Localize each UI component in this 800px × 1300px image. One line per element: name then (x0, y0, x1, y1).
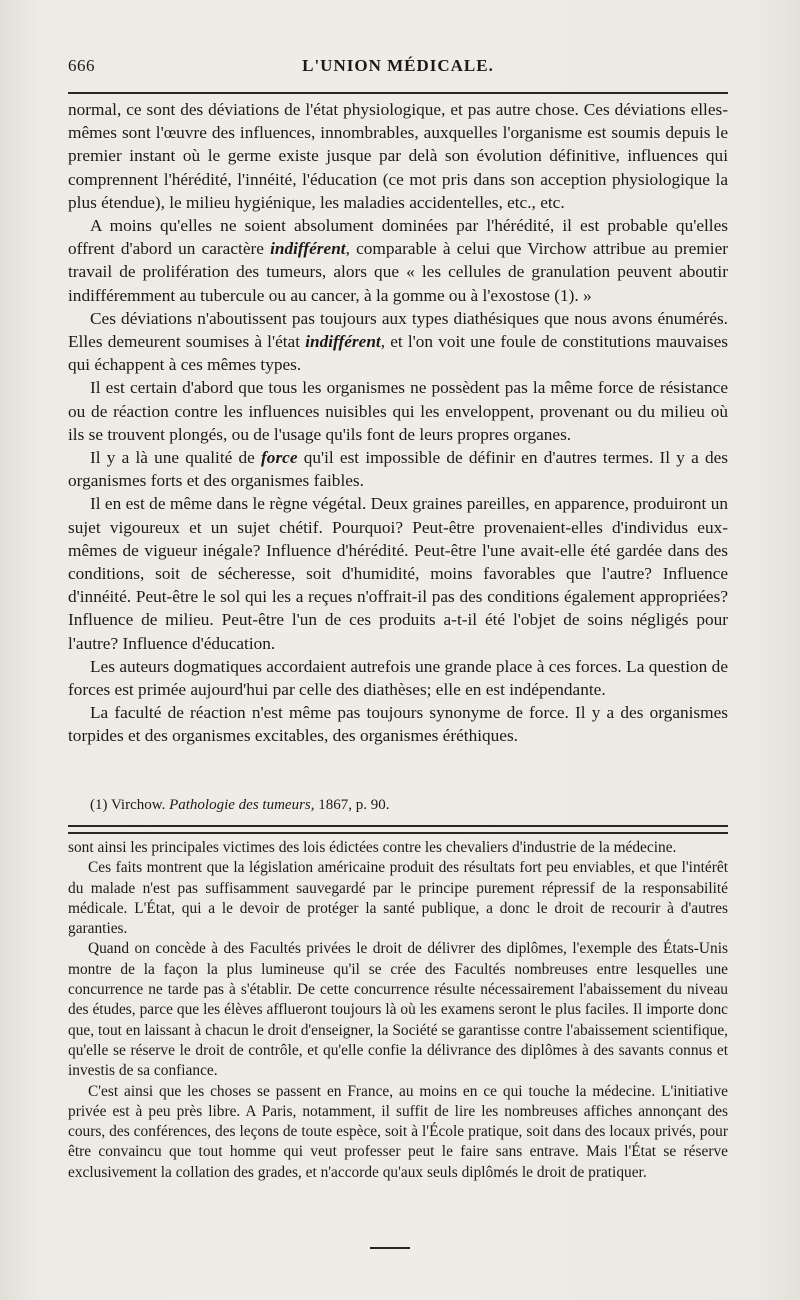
feuilleton-article (68, 838, 728, 1183)
paragraph: Il en est de même dans le règne végétal. Deux graines pareilles, en apparence, produiront un sujet vigoureux et un sujet chétif. Pourquoi? Peut-être provenaient-elles d'individus eux-mêmes de vigueur inégale? Influence d'hérédité. Peut-être l'une avait-elle été gardée dans des conditions, soit de sécheresse, soit d'humidité, moins favorables que l'autre? Influence d'innéité. Peut-être le sol qui les a reçues n'offrait-il pas des conditions également appropriées? Influence de milieu. Peut-être l'un de ces produits a-t-il été l'objet de soins négligés pour l'autre? Influence d'éducation. (68, 494, 728, 653)
end-rule (370, 1247, 410, 1249)
paragraph: C'est ainsi que les choses se passent en France, au moins en ce qui touche la médecine. L'initiative privée est à peu près libre. A Paris, notamment, il suffit de lire les nombreuses affiches annonçant des cours, des conférences, des leçons de toute espèce, soit à l'École pratique, soit dans des locaux privés, pour être convaincu que tout homme qui veut professer peut le faire sans entrave. Mais l'État se réserve exclusivement la collation des grades, et n'accorde qu'aux seuls diplômés le droit de pratiquer. (68, 1082, 728, 1181)
paragraph: Il est certain d'abord que tous les organismes ne possèdent pas la même force de résistance ou de réaction contre les influences nuisibles qui les enveloppent, provenant ou du milieu où ils se trouvent plongés, ou de l'usage qu'ils font de leurs propres organes. (68, 378, 728, 444)
feuilleton-separator (68, 825, 728, 834)
paragraph: Les auteurs dogmatiques accordaient autrefois une grande place à ces forces. La question de forces est primée aujourd'hui par celle des diathèses; elle en est indépendante. (68, 656, 728, 700)
page-header (68, 56, 728, 84)
running-title: L'UNION MÉDICALE. (302, 56, 494, 75)
paragraph: Quand on concède à des Facultés privées le droit de délivrer des diplômes, l'exemple des États-Unis montre de la façon la plus lumineuse qu'il se crée des Facultés nombreuses entre lesquelles une concurrence ne tarde pas à s'établir. De cette concurrence résulte nécessairement l'abaissement du niveau des études, parce que les élèves afflueront toujours là où les examens seront le plus faciles. Il importe donc que, tout en laissant à chacun le droit d'enseigner, la Société se garantisse contre l'abaissement scientifique, qu'elle se réserve le droit de contrôle, et qu'elle confie la délivrance des diplômes à des savants connus et investis de sa confiance. (68, 940, 728, 1080)
paragraph: A moins qu'elles ne soient absolument dominées par l'hérédité, il est probable qu'elles offrent d'abord un caractère indifférent, comparable à celui que Virchow attribue au premier travail de prolifération des tumeurs, alors que « les cellules de granulation peuvent aboutir indifféremment au tubercule ou au cancer, à la gomme ou à l'exostose (1). » (68, 216, 728, 305)
main-article (68, 98, 728, 748)
paragraph: sont ainsi les principales victimes des lois édictées contre les chevaliers d'industrie de la médecine. (68, 839, 677, 856)
footnote: (1) Virchow. Pathologie des tumeurs, 1867, p. 90. (90, 797, 390, 813)
header-rule (68, 92, 728, 94)
paragraph: La faculté de réaction n'est même pas toujours synonyme de force. Il y a des organismes torpides et des organismes excitables, des organismes éréthiques. (68, 703, 728, 746)
page-number: 666 (68, 56, 95, 75)
paragraph: normal, ce sont des déviations de l'état physiologique, et pas autre chose. Ces déviations elles-mêmes sont l'œuvre des influences, innombrables, auxquelles l'organisme est soumis depuis le premier instant où le germe existe jusque par delà son évolution définitive, influences qui comprennent l'hérédité, l'innéité, l'éducation (ce mot pris dans son acception physiologique la plus étendue), le milieu hygiénique, les maladies accidentelles, etc., etc. (68, 100, 728, 212)
paragraph: Ces faits montrent que la législation américaine produit des résultats fort peu enviables, et que l'intérêt du malade n'est pas suffisamment sauvegardé par le principe purement répressif de la responsabilité médicale. L'État, qui a le devoir de protéger la santé publique, a donc le droit de recourir à d'autres garanties. (68, 859, 728, 938)
paragraph: Il y a là une qualité de force qu'il est impossible de définir en d'autres termes. Il y a des organismes forts et des organismes faibles. (68, 448, 728, 491)
paragraph: Ces déviations n'aboutissent pas toujours aux types diathésiques que nous avons énumérés. Elles demeurent soumises à l'état indifférent, et l'on voit une foule de constitutions mauvaises qui échappent à ces mêmes types. (68, 308, 728, 375)
